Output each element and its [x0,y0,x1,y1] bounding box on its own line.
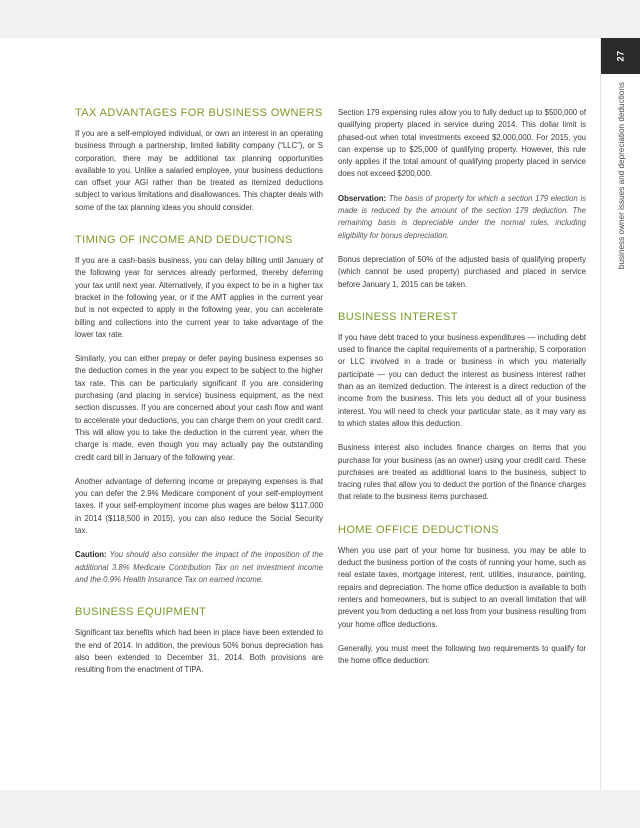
observation-text: The basis of property for which a section 179 election is made is reduced by the amount of the section 179 deduction. The remaining basis is depreciable under the normal rules, including eligibility for bonus depreciation. [338,193,587,240]
heading-business-equipment: BUSINESS EQUIPMENT [75,606,207,619]
paragraph: If you have debt traced to your business expenditures — including debt used to finance the capital requirements of a partnership, S corporation or LLC involved in a trade or business in which you materially participate — you can deduct the interest as business interest rather than as an itemized deduction. The interest is a direct reduction of the income from the business. This lets you deduct all of your business interest. You will need to check your particular state, as it may vary as to which states allow this deduction. [338,332,586,428]
paragraph: Section 179 expensing rules allow you to fully deduct up to $500,000 of qualifying property placed in service during 2014. This dollar limit is phased-out when total investments exceed $2,000,000. For 2015, you can expense up to $25,000 of qualifying property. However, this rule only applies if the total amount of qualifying property placed in service does not exceed $200,000. [338,108,586,179]
running-title-text: business owner issues and depreciation deductions [616,82,626,270]
paragraph: Similarly, you can either prepay or defer paying business expenses so the deduction comes in the year you expect to be subject to the higher tax rate. This can be particularly significant if you are considering purchasing (and placing in service) business equipment, as the next section discusses. If you are concerned about your cash flow and want to accelerate your deductions, you can charge them on your credit card. This will allow you to take the deduction in the current year, when the charge is made, even though you may actually pay the outstanding credit card bill in January of the following year. [75,354,323,462]
observation-note [338,193,586,242]
paragraph: When you use part of your home for business, you may be able to deduct the business portion of the costs of running your home, such as real estate taxes, mortgage interest, rent, utilities, insurance, painting, repairs and depreciation. The home office deduction is available to both renters and homeowners, but is subject to an overall limitation that will prevent you from deducting a net loss from your business resulting from your home office deductions. [338,545,586,629]
page-number-tab [601,38,640,74]
paragraph: Significant tax benefits which had been in place have been extended to the end of 2014. In addition, the previous 50% bonus depreciation has also been extended to December 31, 2014. Both provisions are resulting from the enactment of TIPA. [75,628,323,675]
paragraph: Generally, you must meet the following two requirements to qualify for the home office deduction: [338,643,586,666]
observation-label: Observation: [338,193,387,203]
heading-timing: TIMING OF INCOME AND DEDUCTIONS [75,234,293,247]
caution-text: You should also consider the impact of the imposition of the additional 3.8% Medicare Contribution Tax on net investment income and the 0.9% Health Insurance Tax on earned income. [75,550,323,584]
caution-label: Caution: [75,550,107,560]
paragraph: Business interest also includes finance charges on items that you purchase for your business (as an owner) using your credit card. These purchases are treated as additional loans to the business, subject to tracing rules that allow you to deduct the portion of the finance charges that relate to the business items purchased. [338,443,586,502]
caution-note [75,549,323,586]
side-margin [600,38,640,790]
paragraph: If you are a cash-basis business, you can delay billing until January of the following year for services already performed, thereby deferring your tax until next year. Alternatively, if you expect to be in a higher tax bracket in the following year, or if the AMT applies in the current year but is not expected to apply in the following year, you can accelerate billing and collections into the current year to take advantage of the lower tax rate. [75,256,323,339]
heading-home-office: HOME OFFICE DEDUCTIONS [338,523,499,536]
heading-business-interest: BUSINESS INTEREST [338,310,458,323]
paragraph: Bonus depreciation of 50% of the adjusted basis of qualifying property (which cannot be used property) purchased and placed in service before January 1, 2015 can be taken. [338,254,586,289]
heading-tax-advantages: TAX ADVANTAGES FOR BUSINESS OWNERS [75,107,323,119]
left-column [75,107,323,688]
page-number: 27 [615,50,626,62]
paragraph: Another advantage of deferring income or prepaying expenses is that you can defer the 2.9% Medicare component of your self-employment taxes. If your self-employment income plus wages are below $117,000 in 2014 ($118,500 in 2015), you can also reduce the Social Security tax. [75,476,323,536]
running-title [605,82,637,302]
right-column [338,107,586,679]
paragraph: If you are a self-employed individual, or own an interest in an operating business through a partnership, limited liability company (“LLC”), or S corporation, there may be additional tax planning opportunities available to you. Unlike a salaried employee, your business deductions can offset your AGI rather than be treated as itemized deductions subject to various limitations and disallowances. This chapter deals with some of the tax planning ideas you should consider. [75,129,323,212]
